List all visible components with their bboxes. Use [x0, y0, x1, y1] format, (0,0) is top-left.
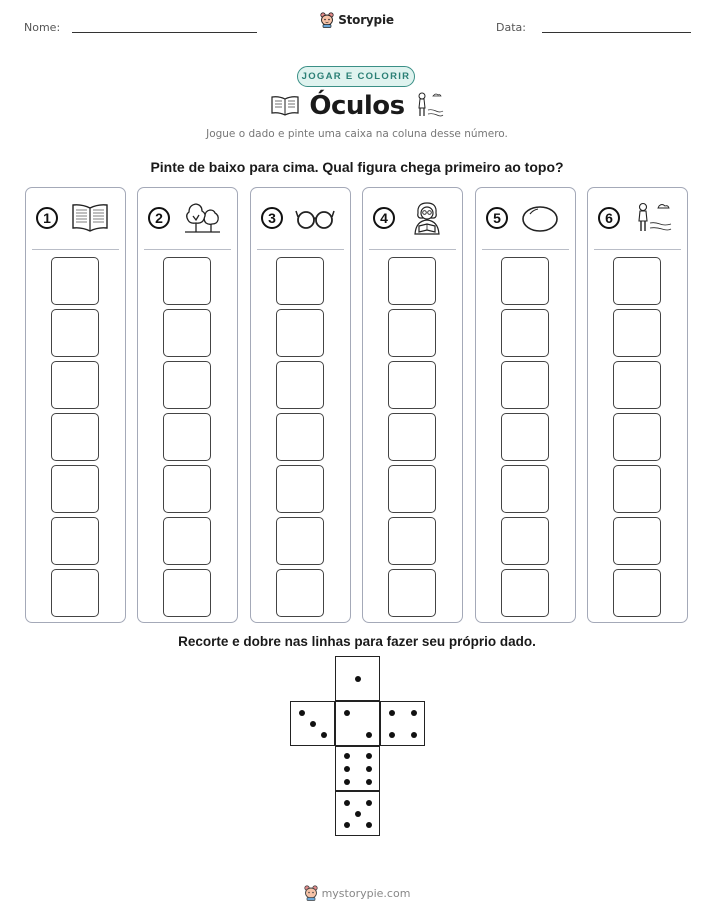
color-box[interactable]	[163, 257, 211, 305]
column-5	[475, 187, 576, 623]
color-box[interactable]	[276, 517, 324, 565]
die-pip	[366, 800, 372, 806]
storypie-logo-icon	[304, 885, 318, 901]
color-box[interactable]	[163, 361, 211, 409]
dice-instruction: Recorte e dobre nas linhas para fazer seu próprio dado.	[178, 634, 536, 649]
brand-name: Storypie	[338, 13, 394, 27]
die-pip	[366, 779, 372, 785]
color-box[interactable]	[501, 465, 549, 513]
color-box[interactable]	[613, 361, 661, 409]
column-number: 6	[598, 207, 620, 229]
die-pip	[411, 710, 417, 716]
brand	[0, 12, 714, 28]
column-number: 2	[148, 207, 170, 229]
die-face-3	[290, 701, 335, 746]
die-pip	[366, 753, 372, 759]
column-number: 3	[261, 207, 283, 229]
date-line[interactable]	[542, 32, 691, 33]
die-pip	[344, 753, 350, 759]
color-box[interactable]	[51, 257, 99, 305]
footer-url[interactable]: mystorypie.com	[321, 886, 411, 900]
color-box[interactable]	[613, 257, 661, 305]
die-face-5	[335, 791, 380, 836]
color-box[interactable]	[51, 465, 99, 513]
color-box[interactable]	[501, 309, 549, 357]
color-box[interactable]	[388, 257, 436, 305]
die-pip	[310, 721, 316, 727]
color-box[interactable]	[388, 309, 436, 357]
die-pip	[344, 822, 350, 828]
color-box[interactable]	[51, 309, 99, 357]
color-box[interactable]	[276, 413, 324, 461]
name-line[interactable]	[72, 32, 257, 33]
instruction: Pinte de baixo para cima. Qual figura chega primeiro ao topo?	[150, 159, 564, 175]
color-box[interactable]	[276, 257, 324, 305]
color-box[interactable]	[51, 413, 99, 461]
color-box[interactable]	[51, 361, 99, 409]
die-pip	[389, 710, 395, 716]
color-box[interactable]	[163, 517, 211, 565]
color-box[interactable]	[613, 517, 661, 565]
die-pip	[355, 811, 361, 817]
column-separator	[257, 249, 344, 250]
color-box[interactable]	[388, 569, 436, 617]
color-box[interactable]	[51, 569, 99, 617]
die-pip	[321, 732, 327, 738]
column-separator	[594, 249, 681, 250]
footer	[0, 885, 714, 901]
color-box[interactable]	[613, 413, 661, 461]
die-pip	[344, 800, 350, 806]
trees-icon	[182, 201, 222, 235]
color-box[interactable]	[388, 361, 436, 409]
color-box[interactable]	[51, 517, 99, 565]
color-box[interactable]	[613, 569, 661, 617]
storypie-logo-icon	[320, 12, 334, 28]
column-2	[137, 187, 238, 623]
page-title: Óculos	[309, 91, 405, 121]
page-subtitle: Jogue o dado e pinte uma caixa na coluna desse número.	[206, 128, 508, 140]
die-pip	[366, 766, 372, 772]
die-pip	[344, 779, 350, 785]
boy-at-beach-icon	[632, 201, 672, 235]
column-separator	[482, 249, 569, 250]
grandma-reading-icon	[407, 201, 447, 235]
color-box[interactable]	[388, 413, 436, 461]
color-box[interactable]	[163, 309, 211, 357]
column-number: 5	[486, 207, 508, 229]
column-number: 4	[373, 207, 395, 229]
color-box[interactable]	[276, 309, 324, 357]
column-separator	[32, 249, 119, 250]
die-pip	[411, 732, 417, 738]
column-separator	[144, 249, 231, 250]
color-box[interactable]	[276, 569, 324, 617]
activity-badge: JOGAR E COLORIR	[297, 66, 415, 87]
column-3	[250, 187, 351, 623]
column-separator	[369, 249, 456, 250]
color-box[interactable]	[501, 361, 549, 409]
color-box[interactable]	[501, 569, 549, 617]
color-box[interactable]	[613, 465, 661, 513]
open-book-icon	[70, 201, 110, 235]
die-pip	[366, 822, 372, 828]
glasses-icon	[295, 201, 335, 235]
date-label: Data:	[496, 21, 526, 34]
boy-at-beach-icon	[412, 90, 444, 122]
color-box[interactable]	[501, 257, 549, 305]
color-box[interactable]	[163, 569, 211, 617]
die-pip	[344, 766, 350, 772]
die-face-4	[380, 701, 425, 746]
color-box[interactable]	[276, 465, 324, 513]
die-pip	[366, 732, 372, 738]
color-box[interactable]	[388, 517, 436, 565]
column-4	[362, 187, 463, 623]
die-face-1	[335, 656, 380, 701]
color-box[interactable]	[501, 517, 549, 565]
color-box[interactable]	[613, 309, 661, 357]
die-face-2	[335, 701, 380, 746]
die-face-6	[335, 746, 380, 791]
column-number: 1	[36, 207, 58, 229]
name-label: Nome:	[24, 21, 61, 34]
color-box[interactable]	[163, 465, 211, 513]
die-pip	[355, 676, 361, 682]
color-box[interactable]	[501, 413, 549, 461]
column-1	[25, 187, 126, 623]
column-6	[587, 187, 688, 623]
color-box[interactable]	[163, 413, 211, 461]
lens-icon	[520, 201, 560, 235]
color-box[interactable]	[276, 361, 324, 409]
die-pip	[344, 710, 350, 716]
color-box[interactable]	[388, 465, 436, 513]
die-pip	[299, 710, 305, 716]
die-pip	[389, 732, 395, 738]
